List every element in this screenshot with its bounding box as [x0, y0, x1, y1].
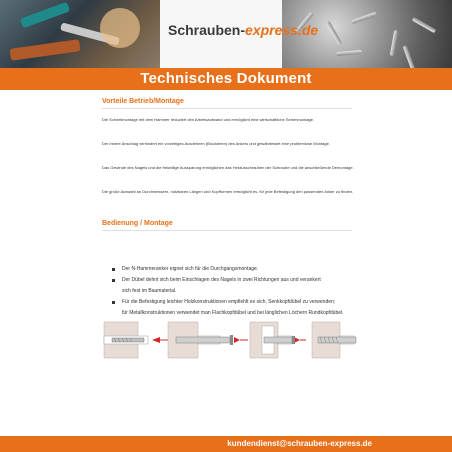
footer-bar: [0, 436, 452, 452]
footer-email-link[interactable]: kundendienst@schrauben-express.de: [227, 439, 372, 448]
list-item: Der Dübel dehnt sich beim Einschlagen des Nagels in zwei Richtungen aus und verankert: [112, 275, 362, 286]
section-divider: [102, 230, 352, 231]
operation-bullet-list: [112, 264, 362, 319]
installation-diagram: [100, 318, 360, 362]
page-title: Technisches Dokument: [140, 70, 312, 87]
list-item: Der N-Hammeranker eignet sich für die Durchgangsmontage.: [112, 264, 362, 275]
logo-main-text: Schrauben-: [168, 22, 246, 38]
installation-step-1: [104, 322, 168, 358]
logo-accent-text: express.de: [245, 22, 319, 38]
list-item: sich fest im Baumaterial.: [122, 288, 177, 294]
paragraph-4: Die große Auswahl an Durchmessern, nutzbaren Längen und Kopfformen ermöglicht es, für jede Befestigung den passenden Anker zu finden.: [102, 189, 354, 194]
paragraph-1: Die Schnellmontage mit dem Hammer reduziert den Arbeitsaufwand und ermöglicht eine wirtschaftliche Serienmontage.: [102, 117, 315, 122]
paragraph-3: Das Gewinde des Nagels und die freiwillige Aussparung ermöglichen das Herausschrauben der Schraube und die anschließende Demontage.: [102, 165, 354, 170]
list-item: Für die Befestigung leichter Holzkonstruktionen empfiehlt es sich, Senkkopfdübel zu verwenden;: [112, 297, 362, 308]
installation-step-4: [312, 322, 356, 358]
tools-photo: [0, 0, 160, 68]
company-logo[interactable]: [168, 22, 328, 38]
section-heading-advantages: Vorteile Betrieb/Montage: [102, 98, 184, 105]
paragraph-2: Der innere Anschlag verhindert ein vorzeitiges Ausdehnen (Blockieren) des Ankers und gewährleistet eine problemlose Montage.: [102, 141, 330, 146]
list-item: für Metallkonstruktionen verwendet man Flachkopfdübel und bei länglichen Löchern Rundkopfdübel.: [122, 310, 344, 316]
installation-step-3: [250, 322, 306, 358]
installation-step-2: [168, 322, 248, 358]
section-heading-operation: Bedienung / Montage: [102, 220, 173, 227]
section-divider: [102, 108, 352, 109]
